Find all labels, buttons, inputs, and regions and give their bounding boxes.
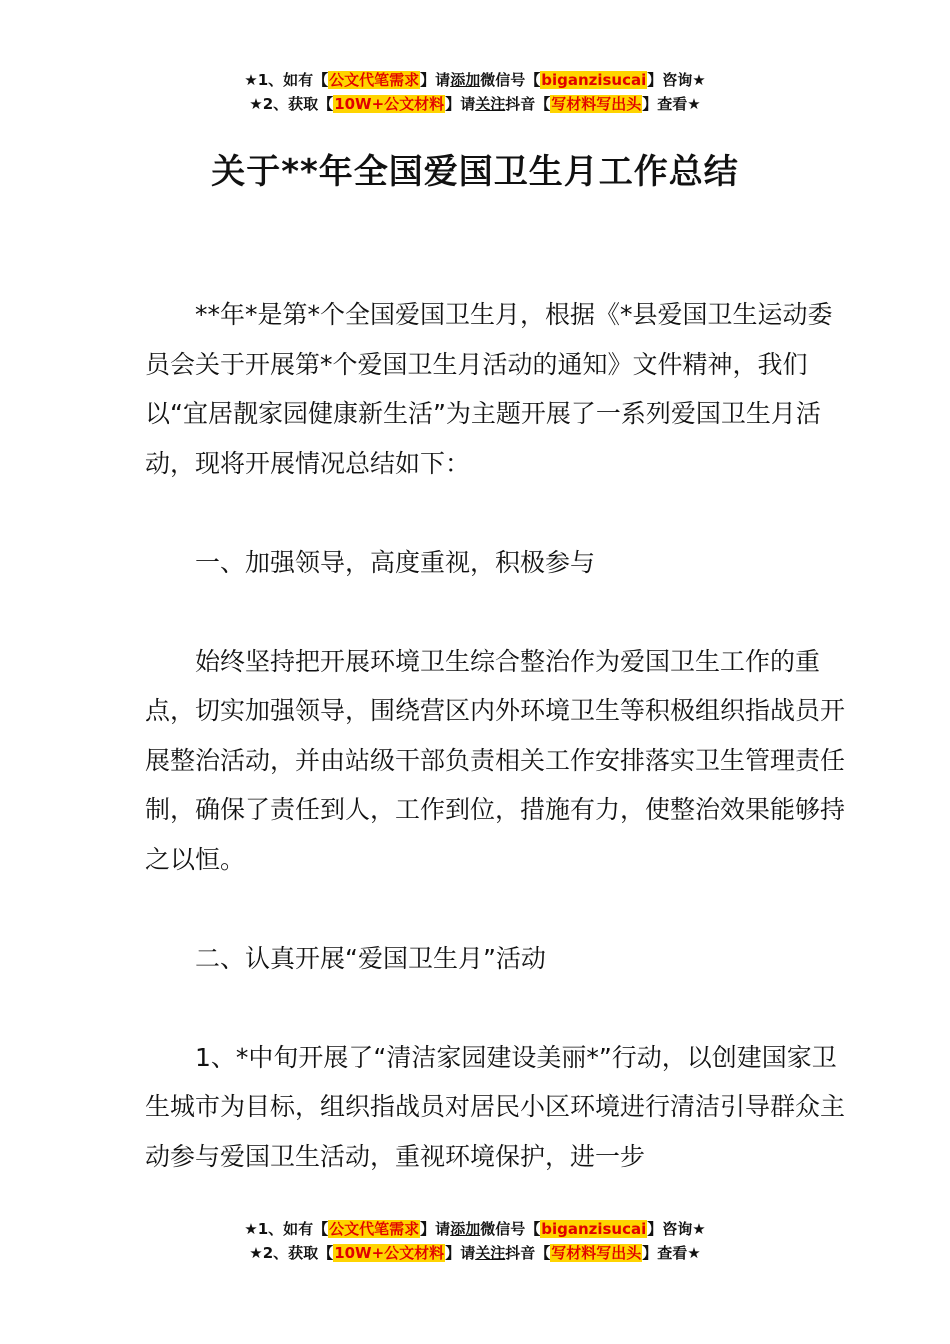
intro-paragraph: **年*是第*个全国爱国卫生月，根据《*县爱国卫生运动委员会关于开展第*个爱国卫生月活动的通知》文件精神，我们以“宜居靓家园健康新生活”为主题开展了一系列爱国卫生月活动，现将开展情况总结如下： [145, 300, 833, 478]
document-body [145, 290, 845, 1181]
banner-text: 微信号【 [480, 1220, 541, 1238]
banner-highlight: 公文代笔需求 [329, 71, 420, 89]
banner-line-2 [0, 92, 950, 116]
banner-highlight: 10W+公文材料 [334, 1244, 445, 1262]
header-banner [0, 68, 950, 116]
banner-text: 抖音【 [505, 1244, 551, 1262]
banner-text: 】查看★ [642, 1244, 701, 1262]
banner-underline: 添加 [450, 71, 481, 89]
banner-text: 】查看★ [642, 95, 701, 113]
banner-highlight: 10W+公文材料 [334, 95, 445, 113]
banner-highlight: 公文代笔需求 [329, 1220, 420, 1238]
banner-text: 微信号【 [480, 71, 541, 89]
banner-highlight: biganzisucai [541, 71, 647, 89]
banner-underline: 关注 [475, 1244, 506, 1262]
banner-line-2 [0, 1241, 950, 1265]
banner-text: ★1、如有【 [244, 71, 329, 89]
banner-text: 】请 [420, 71, 451, 89]
banner-text: ★2、获取【 [249, 95, 334, 113]
banner-underline: 添加 [450, 1220, 481, 1238]
footer-banner [0, 1217, 950, 1265]
banner-line-1 [0, 1217, 950, 1241]
banner-text: 】咨询★ [647, 71, 706, 89]
banner-underline: 关注 [475, 95, 506, 113]
banner-text: ★1、如有【 [244, 1220, 329, 1238]
banner-text: ★2、获取【 [249, 1244, 334, 1262]
section-1-heading: 一、加强领导，高度重视，积极参与 [195, 547, 596, 577]
section-1-paragraph: 始终坚持把开展环境卫生综合整治作为爱国卫生工作的重点，切实加强领导，围绕营区内外环境卫生等积极组织指战员开展整治活动，并由站级干部负责相关工作安排落实卫生管理责任制，确保了责任到人，工作到位，措施有力，使整治效果能够持之以恒。 [145, 646, 846, 874]
banner-text: 】咨询★ [647, 1220, 706, 1238]
banner-text: 】请 [445, 1244, 476, 1262]
banner-highlight: biganzisucai [541, 1220, 647, 1238]
banner-highlight: 写材料写出头 [551, 1244, 642, 1262]
banner-highlight: 写材料写出头 [551, 95, 642, 113]
document-title: 关于**年全国爱国卫生月工作总结 [211, 152, 739, 192]
banner-line-1 [0, 68, 950, 92]
section-2-heading: 二、认真开展“爱国卫生月”活动 [195, 943, 546, 973]
banner-text: 】请 [445, 95, 476, 113]
banner-text: 】请 [420, 1220, 451, 1238]
banner-text: 抖音【 [505, 95, 551, 113]
section-2-item-1: 1、*中旬开展了“清洁家园建设美丽*”行动，以创建国家卫生城市为目标，组织指战员对居民小区环境进行清洁引导群众主动参与爱国卫生活动，重视环境保护，进一步 [145, 1042, 846, 1171]
